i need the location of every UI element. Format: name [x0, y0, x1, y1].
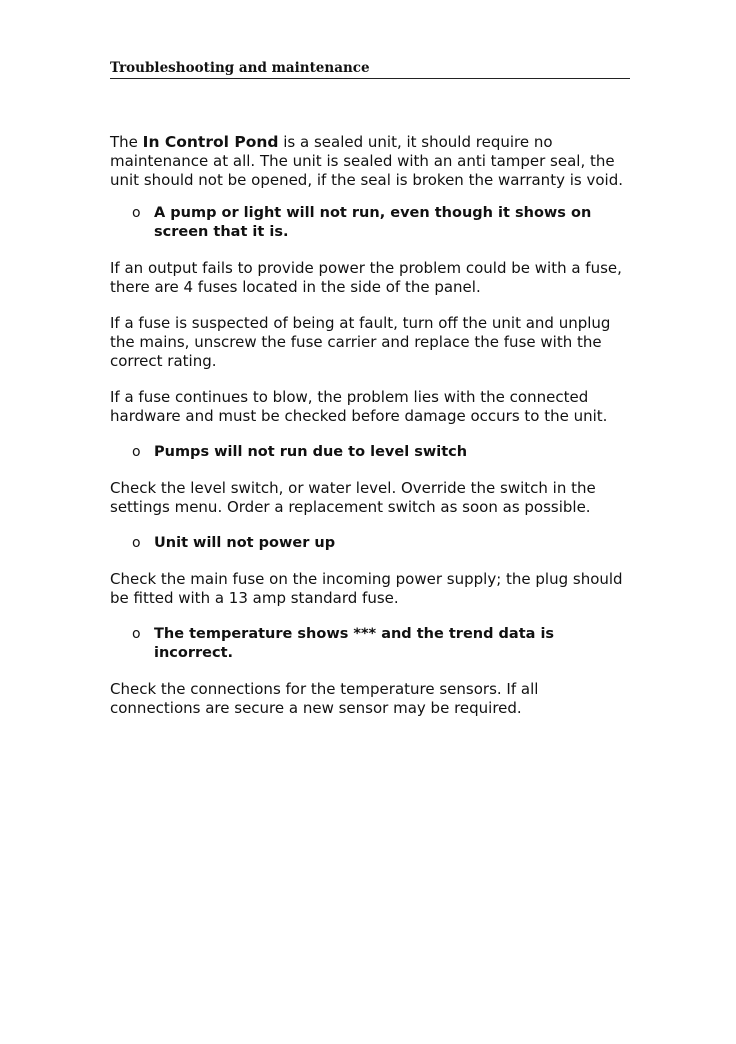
bullet-icon: o — [132, 205, 141, 221]
issue-heading — [110, 204, 630, 242]
issue-title: Unit will not power up — [154, 535, 336, 551]
issue-title: A pump or light will not run, even though it shows on screen that it is. — [154, 205, 592, 240]
issue-paragraph: If a fuse continues to blow, the problem lies with the connected hardware and must be checked before damage occurs to the unit. — [110, 388, 608, 425]
issue-heading — [110, 443, 630, 462]
product-name: In Control Pond — [142, 133, 279, 151]
issue-paragraph: If a fuse is suspected of being at fault, turn off the unit and unplug the mains, unscrew the fuse carrier and replace the fuse with the correct rating. — [110, 314, 611, 370]
page-header-title: Troubleshooting and maintenance — [110, 59, 630, 79]
intro-prefix: The — [110, 133, 143, 151]
issue-heading — [110, 534, 630, 553]
bullet-icon: o — [132, 444, 141, 460]
issue-section-1 — [110, 204, 630, 426]
issue-paragraph: Check the connections for the temperature sensors. If all connections are secure a new sensor may be required. — [110, 680, 539, 717]
issue-section-3 — [110, 534, 630, 608]
bullet-icon: o — [132, 626, 141, 642]
issue-paragraph: Check the level switch, or water level. Override the switch in the settings menu. Order a replacement switch as soon as possible. — [110, 479, 596, 516]
intro-paragraph — [110, 133, 630, 190]
issue-heading — [110, 625, 630, 663]
issue-paragraph: If an output fails to provide power the problem could be with a fuse, there are 4 fuses located in the side of the panel. — [110, 259, 622, 296]
intro-text: is a sealed unit, it should require no maintenance at all. The unit is sealed with an anti tamper seal, the unit should not be opened, if the seal is broken the warranty is void. — [110, 133, 623, 189]
page-content — [110, 133, 630, 735]
issue-paragraph: Check the main fuse on the incoming power supply; the plug should be fitted with a 13 amp standard fuse. — [110, 570, 623, 607]
issue-section-4 — [110, 625, 630, 718]
issue-title: The temperature shows *** and the trend data is incorrect. — [154, 626, 555, 661]
bullet-icon: o — [132, 535, 141, 551]
issue-title: Pumps will not run due to level switch — [154, 444, 468, 460]
issue-section-2 — [110, 443, 630, 517]
